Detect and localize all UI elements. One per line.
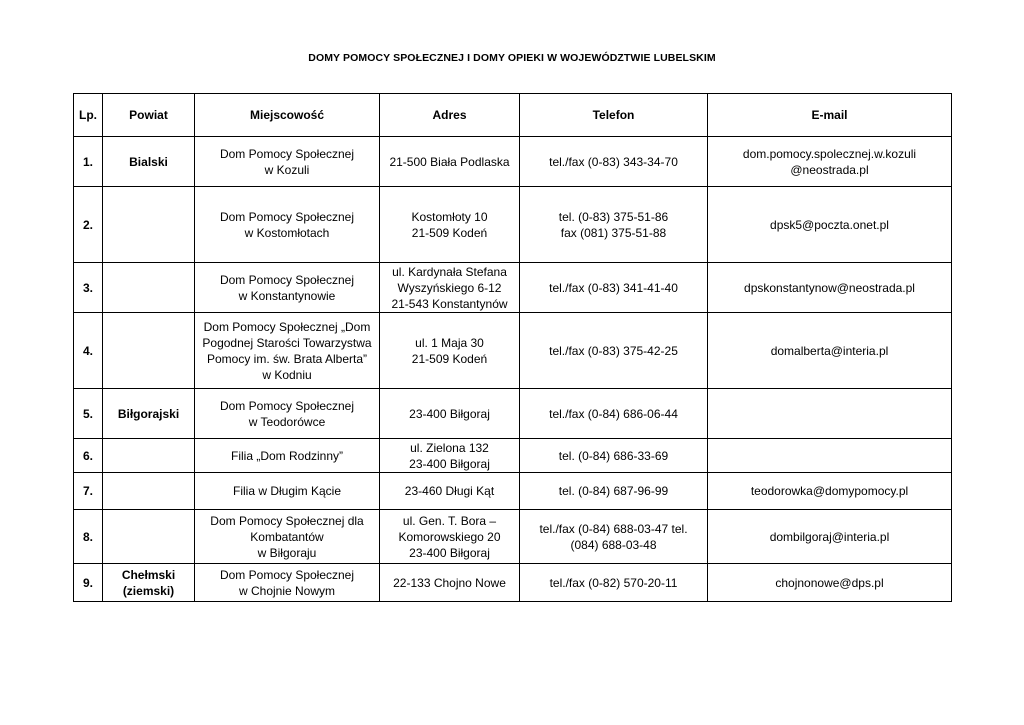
cell-email-line: dom.pomocy.spolecznej.w.kozuli (742, 146, 917, 161)
cell-miejscowosc-line: w Kozuli (264, 162, 310, 177)
cell-email-line: dombilgoraj@interia.pl (769, 529, 890, 544)
cell-email (708, 313, 952, 389)
cell-telefon (520, 137, 708, 187)
cell-powiat (103, 389, 195, 439)
cell-email (708, 137, 952, 187)
cell-miejscowosc-line: Pogodnej Starości Towarzystwa (202, 335, 372, 350)
cell-telefon-line: fax (081) 375-51-88 (560, 225, 667, 240)
cell-powiat (103, 187, 195, 263)
cell-telefon-line: tel. (0-84) 686-33-69 (558, 448, 669, 463)
cell-miejscowosc-line: Dom Pomocy Społecznej dla (210, 513, 364, 528)
cell-email (708, 510, 952, 564)
cell-adres-line: ul. Zielona 132 (410, 440, 489, 455)
cell-telefon-line: tel. (0-84) 687-96-99 (558, 484, 669, 498)
cell-powiat (103, 263, 195, 313)
cell-adres-line: 21-543 Konstantynów (391, 296, 508, 311)
cell-adres (380, 510, 520, 564)
header-email: E-mail (708, 94, 952, 137)
cell-adres (380, 389, 520, 439)
cell-miejscowosc-line: Filia „Dom Rodzinny” (230, 448, 344, 463)
table-row (74, 564, 952, 602)
cell-miejscowosc (195, 187, 380, 263)
cell-telefon (520, 389, 708, 439)
cell-powiat (103, 313, 195, 389)
cell-adres-line: 22-133 Chojno Nowe (393, 575, 506, 590)
cell-miejscowosc-line: Dom Pomocy Społecznej (219, 209, 355, 224)
cell-miejscowosc (195, 473, 380, 510)
cell-email (708, 439, 952, 473)
cell-adres-line: 23-400 Biłgoraj (409, 406, 490, 421)
cell-email-line: dpsk5@poczta.onet.pl (770, 217, 889, 232)
cell-email-line: dpskonstantynow@neostrada.pl (744, 280, 915, 295)
cell-miejscowosc-line: Dom Pomocy Społecznej (219, 146, 355, 161)
cell-telefon-line: tel./fax (0-82) 570-20-11 (549, 575, 678, 590)
cell-adres (380, 263, 520, 313)
cell-adres-line: 23-460 Długi Kąt (404, 484, 495, 498)
cell-email-line: teodorowka@domypomocy.pl (750, 484, 909, 498)
header-miejscowosc: Miejscowość (195, 94, 380, 137)
cell-telefon (520, 313, 708, 389)
cell-powiat-line: Chełmski (121, 567, 176, 582)
cell-adres-line: Kostomłoty 10 (411, 209, 488, 224)
cell-telefon-line: tel./fax (0-83) 375-42-25 (549, 343, 678, 358)
cell-telefon-line: tel./fax (0-83) 343-34-70 (549, 154, 678, 169)
header-powiat: Powiat (103, 94, 195, 137)
cell-miejscowosc-line: Dom Pomocy Społecznej (219, 567, 355, 582)
cell-adres (380, 187, 520, 263)
cell-miejscowosc-line: Dom Pomocy Społecznej (219, 398, 355, 413)
cell-lp: 4. (74, 313, 103, 389)
cell-miejscowosc-line: Dom Pomocy Społecznej (219, 272, 355, 287)
cell-miejscowosc (195, 510, 380, 564)
cell-miejscowosc (195, 137, 380, 187)
cell-adres (380, 564, 520, 602)
cell-telefon (520, 564, 708, 602)
cell-lp: 7. (74, 473, 103, 510)
care-homes-table (73, 93, 952, 602)
cell-telefon-line: tel./fax (0-84) 686-06-44 (549, 406, 678, 421)
cell-telefon-line: tel./fax (0-83) 341-41-40 (549, 280, 678, 295)
cell-email-line: @neostrada.pl (790, 162, 869, 177)
cell-miejscowosc (195, 389, 380, 439)
cell-telefon-line: tel./fax (0-84) 688-03-47 tel. (539, 521, 688, 536)
cell-miejscowosc-line: Dom Pomocy Społecznej „Dom (203, 319, 371, 334)
cell-powiat-line: Bialski (129, 154, 168, 169)
cell-powiat (103, 473, 195, 510)
cell-email (708, 389, 952, 439)
cell-telefon (520, 473, 708, 510)
table-row (74, 389, 952, 439)
cell-telefon-line: (084) 688-03-48 (570, 537, 657, 552)
cell-adres-line: 23-400 Biłgoraj (409, 545, 490, 560)
table-row (74, 439, 952, 473)
cell-miejscowosc (195, 439, 380, 473)
cell-adres (380, 137, 520, 187)
cell-adres-line: ul. Gen. T. Bora – (402, 513, 497, 528)
cell-adres-line: 21-509 Kodeń (411, 351, 488, 366)
cell-adres (380, 313, 520, 389)
cell-adres-line: ul. 1 Maja 30 (415, 335, 484, 350)
cell-miejscowosc-line: Filia w Długim Kącie (232, 484, 342, 498)
cell-miejscowosc-line: w Teodorówce (248, 414, 326, 429)
cell-powiat-line: Biłgorajski (117, 406, 180, 421)
cell-telefon (520, 263, 708, 313)
cell-lp: 8. (74, 510, 103, 564)
cell-lp: 2. (74, 187, 103, 263)
cell-powiat (103, 564, 195, 602)
cell-email-line: chojnonowe@dps.pl (775, 575, 884, 590)
cell-powiat (103, 510, 195, 564)
table-row (74, 187, 952, 263)
cell-adres-line: 21-500 Biała Podlaska (389, 154, 510, 169)
cell-lp: 5. (74, 389, 103, 439)
cell-adres-line: Komorowskiego 20 (398, 529, 501, 544)
cell-telefon (520, 510, 708, 564)
cell-telefon (520, 439, 708, 473)
cell-powiat-line: (ziemski) (122, 583, 175, 598)
cell-email (708, 187, 952, 263)
cell-lp: 3. (74, 263, 103, 313)
cell-adres (380, 439, 520, 473)
cell-telefon (520, 187, 708, 263)
cell-miejscowosc (195, 263, 380, 313)
cell-miejscowosc-line: Kombatantów (250, 529, 324, 544)
cell-adres (380, 473, 520, 510)
cell-miejscowosc (195, 313, 380, 389)
table-row (74, 510, 952, 564)
cell-adres-line: Wyszyńskiego 6-12 (397, 280, 502, 295)
cell-adres-line: ul. Kardynała Stefana (392, 264, 507, 279)
cell-miejscowosc-line: w Kostomłotach (244, 225, 330, 240)
table-row (74, 473, 952, 510)
cell-lp: 1. (74, 137, 103, 187)
table-row (74, 137, 952, 187)
table-header-row (74, 94, 952, 137)
page-title: DOMY POMOCY SPOŁECZNEJ I DOMY OPIEKI W WOJEWÓDZTWIE LUBELSKIM (308, 52, 716, 64)
cell-miejscowosc-line: w Chojnie Nowym (238, 583, 336, 598)
cell-powiat (103, 439, 195, 473)
cell-miejscowosc (195, 564, 380, 602)
cell-miejscowosc-line: w Biłgoraju (257, 545, 317, 560)
table-row (74, 263, 952, 313)
cell-email (708, 263, 952, 313)
cell-lp: 9. (74, 564, 103, 602)
cell-powiat (103, 137, 195, 187)
cell-adres-line: 21-509 Kodeń (411, 225, 488, 240)
header-adres: Adres (380, 94, 520, 137)
cell-email (708, 564, 952, 602)
table-row (74, 313, 952, 389)
cell-lp: 6. (74, 439, 103, 473)
cell-miejscowosc-line: Pomocy im. św. Brata Alberta” (206, 351, 368, 366)
cell-miejscowosc-line: w Kodniu (262, 367, 312, 382)
table-body (74, 137, 952, 602)
cell-telefon-line: tel. (0-83) 375-51-86 (558, 209, 669, 224)
cell-miejscowosc-line: w Konstantynowie (238, 288, 336, 303)
header-telefon: Telefon (520, 94, 708, 137)
cell-email (708, 473, 952, 510)
cell-adres-line: 23-400 Biłgoraj (409, 456, 490, 471)
header-lp: Lp. (74, 94, 103, 137)
cell-email-line: domalberta@interia.pl (770, 343, 889, 358)
